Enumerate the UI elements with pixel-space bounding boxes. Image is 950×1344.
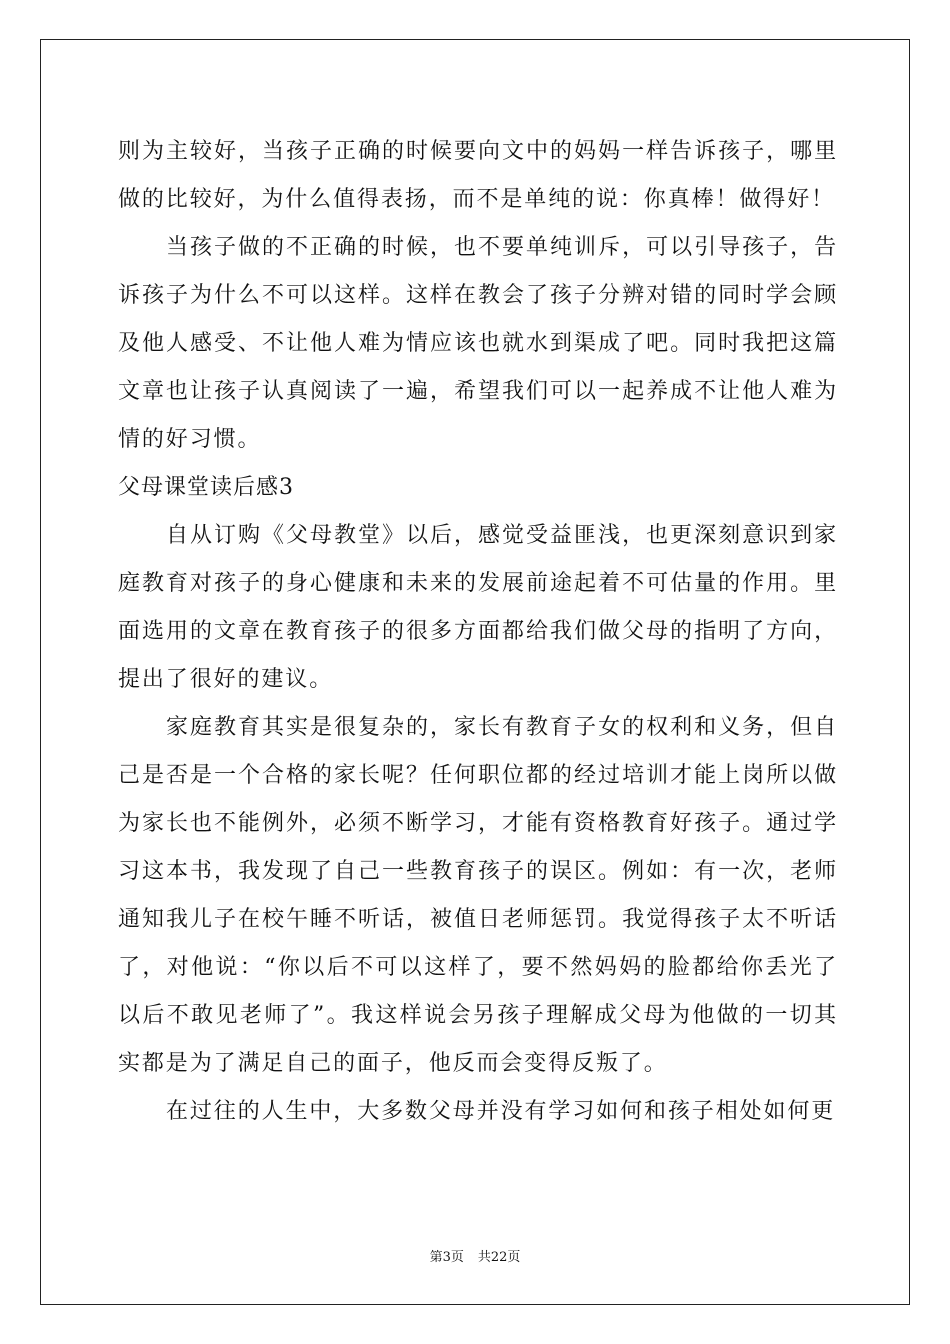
page-footer xyxy=(0,1246,950,1265)
document-body xyxy=(118,128,838,1136)
section-heading: 父母课堂读后感3 xyxy=(118,475,294,500)
page-total: 共22页 xyxy=(477,1250,521,1265)
page-number: 第3页 xyxy=(429,1250,464,1265)
paragraph-continuation: 则为主较好，当孩子正确的时候要向文中的妈妈一样告诉孩子，哪里做的比较好，为什么值得表扬，而不是单纯的说：你真棒！做得好！ xyxy=(118,139,838,212)
paragraph: 家庭教育其实是很复杂的，家长有教育子女的权利和义务，但自己是否是一个合格的家长呢？任何职位都的经过培训才能上岗所以做为家长也不能例外，必须不断学习，才能有资格教育好孩子。通过学习这本书，我发现了自己一些教育孩子的误区。例如：有一次，老师通知我儿子在校午睡不听话，被值日老师惩罚。我觉得孩子太不听话了，对他说：“你以后不可以这样了，要不然妈妈的脸都给你丢光了以后不敢见老师了”。我这样说会另孩子理解成父母为他做的一切其实都是为了满足自己的面子，他反而会变得反叛了。 xyxy=(118,715,838,1076)
paragraph: 在过往的人生中，大多数父母并没有学习如何和孩子相处如何更 xyxy=(166,1099,836,1124)
paragraph: 自从订购《父母教堂》以后，感觉受益匪浅，也更深刻意识到家庭教育对孩子的身心健康和未来的发展前途起着不可估量的作用。里面选用的文章在教育孩子的很多方面都给我们做父母的指明了方向，提出了很好的建议。 xyxy=(118,523,838,692)
paragraph: 当孩子做的不正确的时候，也不要单纯训斥，可以引导孩子，告诉孩子为什么不可以这样。这样在教会了孩子分辨对错的同时学会顾及他人感受、不让他人难为情应该也就水到渠成了吧。同时我把这篇文章也让孩子认真阅读了一遍，希望我们可以一起养成不让他人难为情的好习惯。 xyxy=(118,235,838,452)
